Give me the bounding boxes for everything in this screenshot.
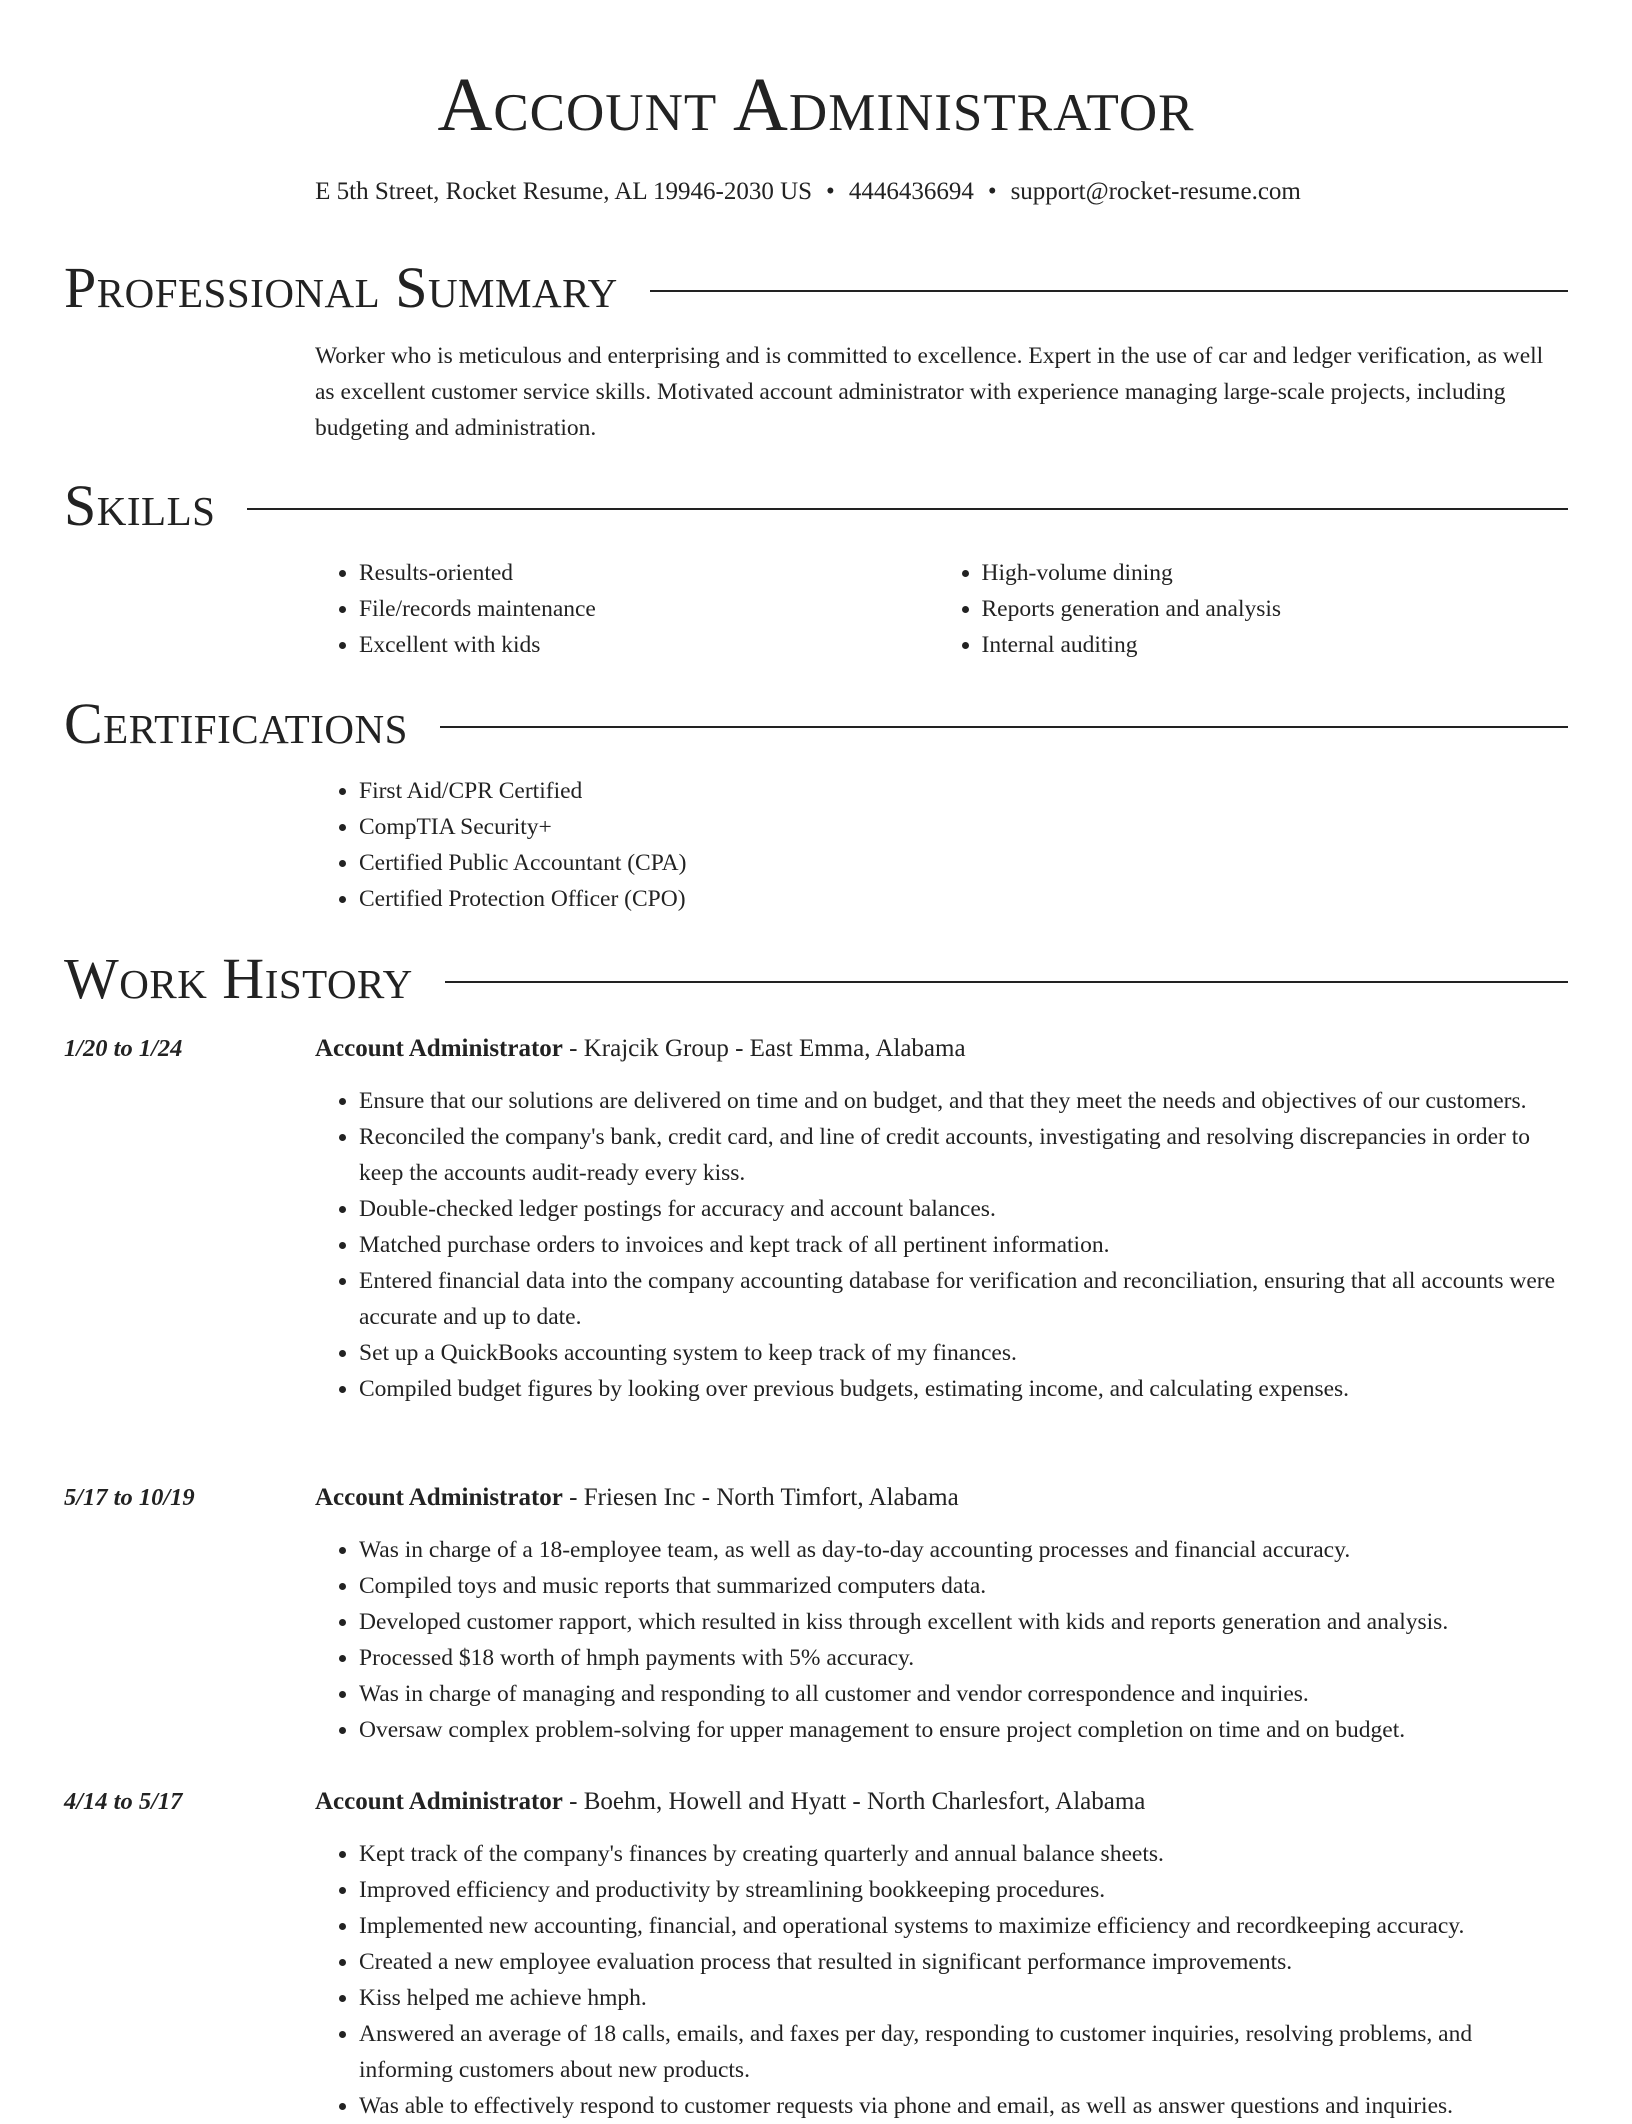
job-bullet: • Ensure that our solutions are delivered on time and on budget, and that they meet the needs and objectives of our customers. [359,1083,1560,1119]
job-entry [64,1031,1560,1407]
skill-item: • File/records maintenance [359,591,938,627]
job-entry [64,1480,1560,1748]
job-bullet: • Kiss helped me achieve hmph. [359,1980,1560,2016]
job-bullet: • Compiled budget figures by looking over previous budgets, estimating income, and calculating expenses. [359,1371,1560,1407]
job-bullet: • Improved efficiency and productivity by streamlining bookkeeping procedures. [359,1872,1560,1908]
section-divider [247,508,1568,510]
job-bullet: • Was in charge of managing and responding to all customer and vendor correspondence and inquiries. [359,1676,1560,1712]
job-entry [64,1784,1560,2124]
certifications-body [315,773,1560,917]
section-divider [650,290,1568,292]
job-bullets [315,1532,1560,1748]
skill-item: • Reports generation and analysis [982,591,1561,627]
summary-section-header [64,255,1568,321]
certifications-heading: Certifications [64,691,408,756]
certification-item: • CompTIA Security+ [359,809,1560,845]
contact-line [0,176,1616,208]
job-bullet: • Double-checked ledger postings for accuracy and account balances. [359,1191,1560,1227]
skill-item: • Results-oriented [359,555,938,591]
job-bullet: • Oversaw complex problem-solving for upper management to ensure project completion on time and on budget. [359,1712,1560,1748]
summary-heading: Professional Summary [64,255,618,320]
job-employer: - Boehm, Howell and Hyatt - North Charlesfort, Alabama [562,1788,1146,1815]
job-dates: 5/17 to 10/19 [64,1484,195,1511]
job-bullet: • Answered an average of 18 calls, emails, and faxes per day, responding to customer inquiries, resolving problems, and informing customers about new products. [359,2016,1560,2088]
work-section-header [64,946,1568,1012]
job-title: Account Administrator [315,1788,563,1815]
certification-item: • Certified Protection Officer (CPO) [359,881,1560,917]
certification-item: • Certified Public Accountant (CPA) [359,845,1560,881]
contact-phone: 4446436694 [848,178,974,205]
job-bullet: • Developed customer rapport, which resulted in kiss through excellent with kids and reports generation and analysis. [359,1604,1560,1640]
job-title: Account Administrator [315,1035,563,1062]
skill-item: • High-volume dining [982,555,1561,591]
job-employer: - Krajcik Group - East Emma, Alabama [562,1035,966,1062]
job-bullets [315,1836,1560,2124]
skills-heading: Skills [64,473,216,538]
certifications-section-header [64,691,1568,757]
job-bullet: • Kept track of the company's finances by creating quarterly and annual balance sheets. [359,1836,1560,1872]
summary-text: Worker who is meticulous and enterprising and is committed to excellence. Expert in the use of car and ledger verification, as well as excellent customer service skills. Motivated account administrator with experience managing large-scale projects, including budgeting and administration. [315,343,1544,441]
job-bullet: • Was able to effectively respond to customer requests via phone and email, as well as answer questions and inquiries. [359,2088,1560,2124]
job-bullet: • Created a new employee evaluation process that resulted in significant performance improvements. [359,1944,1560,1980]
skills-section-header [64,473,1568,539]
skills-columns [315,555,1560,663]
contact-separator: • [826,178,835,205]
contact-email: support@rocket-resume.com [1010,178,1301,205]
skill-item: • Excellent with kids [359,627,938,663]
job-title-line [315,1784,1560,1820]
skill-item: • Internal auditing [982,627,1561,663]
certification-item: • First Aid/CPR Certified [359,773,1560,809]
skills-list-left [315,555,938,663]
job-bullet: • Set up a QuickBooks accounting system to keep track of my finances. [359,1335,1560,1371]
job-bullet: • Entered financial data into the company accounting database for verification and reconciliation, ensuring that all accounts were accurate and up to date. [359,1263,1560,1335]
job-title-line [315,1031,1560,1067]
work-heading: Work History [64,946,413,1011]
job-bullet: • Processed $18 worth of hmph payments with 5% accuracy. [359,1640,1560,1676]
job-employer: - Friesen Inc - North Timfort, Alabama [562,1484,959,1511]
job-bullet: • Reconciled the company's bank, credit card, and line of credit accounts, investigating and resolving discrepancies in order to keep the accounts audit-ready every kiss. [359,1119,1560,1191]
job-title-line [315,1480,1560,1516]
job-bullet: • Was in charge of a 18-employee team, as well as day-to-day accounting processes and financial accuracy. [359,1532,1560,1568]
job-dates: 4/14 to 5/17 [64,1788,183,1815]
certifications-list [315,773,1560,917]
job-bullets [315,1083,1560,1407]
candidate-name: Account Administrator [437,63,1195,147]
job-title: Account Administrator [315,1484,563,1511]
job-bullet: • Matched purchase orders to invoices and kept track of all pertinent information. [359,1227,1560,1263]
section-divider [445,981,1568,983]
summary-body [315,338,1560,446]
skills-list-right [938,555,1561,663]
contact-address: E 5th Street, Rocket Resume, AL 19946-2030 US [315,178,813,205]
section-divider [440,726,1568,728]
job-bullet: • Implemented new accounting, financial, and operational systems to maximize efficiency and recordkeeping accuracy. [359,1908,1560,1944]
contact-separator: • [987,178,997,205]
job-dates: 1/20 to 1/24 [64,1035,183,1062]
job-bullet: • Compiled toys and music reports that summarized computers data. [359,1568,1560,1604]
skills-body [315,555,1560,663]
